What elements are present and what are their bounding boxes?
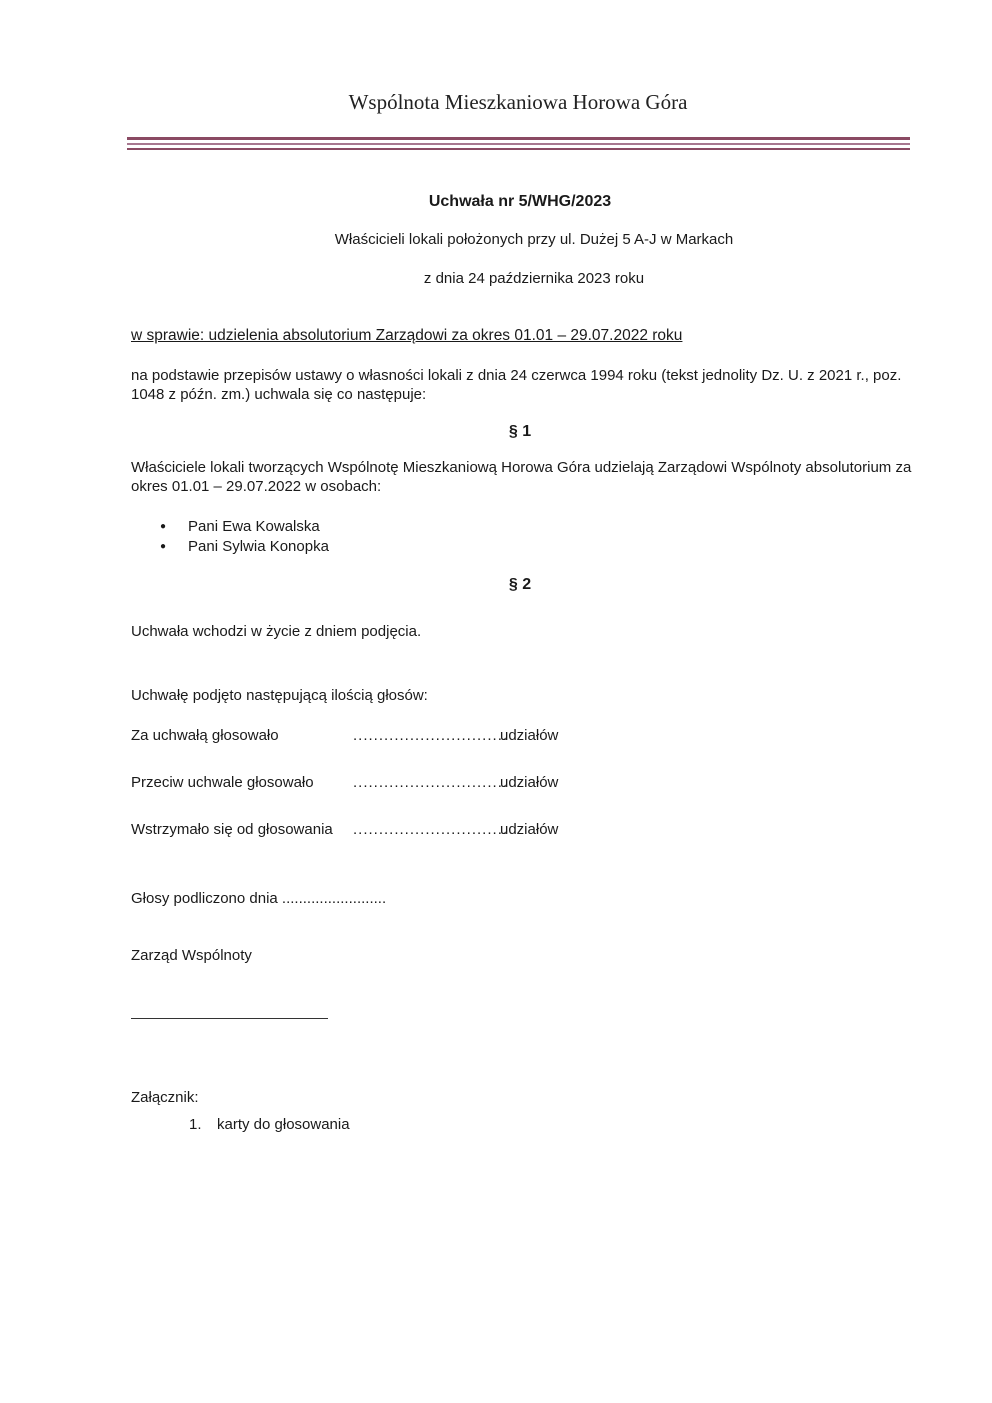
resolution-title: Uchwała nr 5/WHG/2023 [428, 193, 612, 210]
section-1-heading: § 1 [508, 423, 532, 440]
signature-line [131, 1018, 328, 1019]
attachment-label: Załącznik: [131, 1089, 199, 1106]
list-item [160, 517, 329, 537]
attachment-number: 1. [189, 1116, 202, 1133]
attachment-item [189, 1116, 350, 1133]
vote-unit: udziałów [500, 727, 559, 744]
vote-row-abstain [131, 821, 591, 838]
board-label: Zarząd Wspólnoty [131, 947, 252, 964]
vote-blank: .............................. [353, 774, 509, 791]
header-rule-middle [127, 143, 910, 145]
bullet-icon: ● [160, 541, 167, 552]
vote-unit: udziałów [500, 774, 559, 791]
person-name: Pani Sylwia Konopka [188, 538, 329, 555]
date-line: z dnia 24 października 2023 roku [423, 270, 645, 287]
header-rule-bottom [127, 148, 910, 150]
section-2-text: Uchwała wchodzi w życie z dniem podjęcia. [131, 623, 422, 640]
vote-blank: .............................. [353, 727, 509, 744]
vote-unit: udziałów [500, 821, 559, 838]
section-1-text: Właściciele lokali tworzących Wspólnotę Mieszkaniową Horowa Góra udzielają Zarządowi Wspólnoty absolutorium za okres 01.01 – 29.07.2022 w osobach: [131, 459, 912, 495]
header-rule-top [127, 137, 910, 140]
persons-list [160, 517, 329, 557]
vote-row-for [131, 727, 591, 744]
bullet-icon: ● [160, 521, 167, 532]
votes-counted-line: Głosy podliczono dnia ......................... [131, 890, 387, 907]
person-name: Pani Ewa Kowalska [188, 518, 320, 535]
attachment-text: karty do głosowania [217, 1116, 350, 1133]
organization-title: Wspólnota Mieszkaniowa Horowa Góra [348, 90, 688, 114]
owners-line: Właścicieli lokali położonych przy ul. Dużej 5 A-J w Markach [334, 231, 734, 248]
vote-label: Za uchwałą głosowało [131, 727, 279, 744]
votes-intro: Uchwałę podjęto następującą ilością głosów: [131, 687, 428, 704]
list-item [160, 537, 329, 557]
vote-row-against [131, 774, 591, 791]
section-2-heading: § 2 [508, 576, 532, 593]
vote-label: Przeciw uchwale głosowało [131, 774, 314, 791]
vote-label: Wstrzymało się od głosowania [131, 821, 333, 838]
resolution-subject: w sprawie: udzielenia absolutorium Zarządowi za okres 01.01 – 29.07.2022 roku [131, 327, 683, 344]
legal-basis-paragraph: na podstawie przepisów ustawy o własności lokali z dnia 24 czerwca 1994 roku (tekst jednolity Dz. U. z 2021 r., poz. 1048 z późn. zm.) uchwala się co następuje: [131, 367, 902, 403]
vote-blank: .............................. [353, 821, 509, 838]
